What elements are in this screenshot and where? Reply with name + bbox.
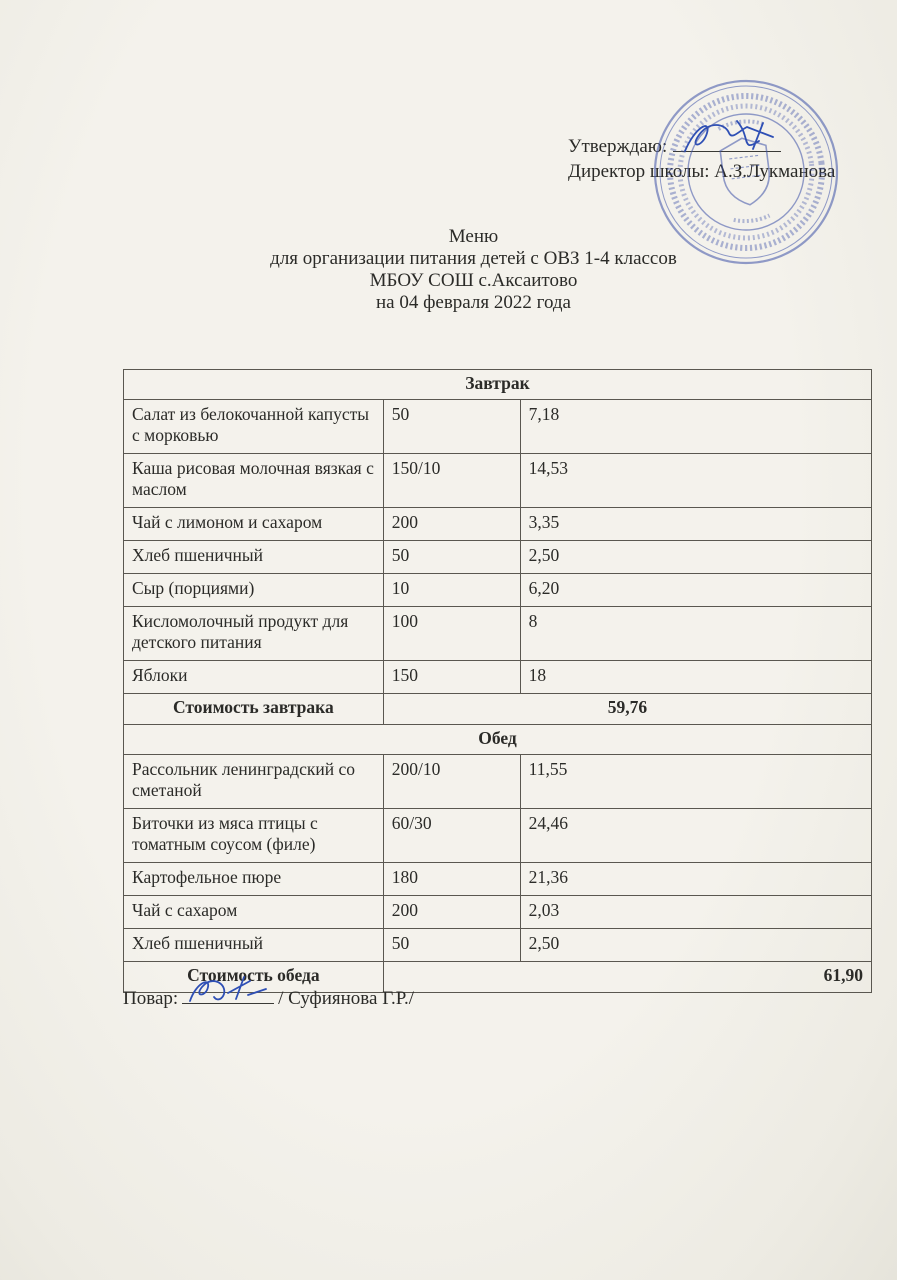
portion-cell: 180 — [383, 863, 520, 896]
price-cell: 7,18 — [520, 400, 871, 454]
portion-cell: 50 — [383, 929, 520, 962]
lunch-total-value: 61,90 — [383, 962, 871, 993]
table-row — [124, 508, 872, 541]
price-cell: 21,36 — [520, 863, 871, 896]
director-signature — [673, 137, 781, 152]
dish-cell: Яблоки — [124, 661, 384, 694]
breakfast-total-value: 59,76 — [383, 694, 871, 725]
portion-cell: 60/30 — [383, 809, 520, 863]
dish-cell: Кисломолочный продукт для детского питания — [124, 607, 384, 661]
cook-label: Повар: — [123, 988, 179, 1009]
table-row — [124, 607, 872, 661]
table-row — [124, 755, 872, 809]
portion-cell: 50 — [383, 400, 520, 454]
title-line-3: МБОУ СОШ с.Аксаитово — [369, 270, 578, 291]
portion-cell: 150/10 — [383, 454, 520, 508]
dish-cell: Рассольник ленинградский со сметаной — [124, 755, 384, 809]
price-cell: 6,20 — [520, 574, 871, 607]
price-cell: 18 — [520, 661, 871, 694]
title-line-2: для организации питания детей с ОВЗ 1-4 классов — [270, 248, 677, 269]
price-cell: 11,55 — [520, 755, 871, 809]
cook-signature-ink — [184, 971, 276, 1011]
portion-cell: 200/10 — [383, 755, 520, 809]
dish-cell: Салат из белокочанной капусты с морковью — [124, 400, 384, 454]
price-cell: 14,53 — [520, 454, 871, 508]
table-row — [124, 809, 872, 863]
director-signature-ink — [675, 115, 783, 159]
table-row — [124, 454, 872, 508]
price-cell: 3,35 — [520, 508, 871, 541]
section-header-lunch — [124, 725, 872, 755]
dish-cell: Каша рисовая молочная вязкая с маслом — [124, 454, 384, 508]
portion-cell: 50 — [383, 541, 520, 574]
price-cell: 2,03 — [520, 896, 871, 929]
dish-cell: Чай с лимоном и сахаром — [124, 508, 384, 541]
breakfast-total-row — [124, 694, 872, 725]
approve-line — [568, 134, 835, 159]
table-row — [124, 400, 872, 454]
dish-cell: Сыр (порциями) — [124, 574, 384, 607]
breakfast-total-label: Стоимость завтрака — [124, 694, 384, 725]
breakfast-header-cell: Завтрак — [124, 370, 872, 400]
table-row — [124, 929, 872, 962]
cook-signature — [182, 989, 274, 1004]
title-line-1: Меню — [448, 226, 499, 247]
title-line-4: на 04 февраля 2022 года — [375, 292, 571, 313]
table-row — [124, 863, 872, 896]
table-row — [124, 896, 872, 929]
dish-cell: Биточки из мяса птицы с томатным соусом (филе) — [124, 809, 384, 863]
portion-cell: 150 — [383, 661, 520, 694]
dish-cell: Чай с сахаром — [124, 896, 384, 929]
cook-name: / Суфиянова Г.Р./ — [278, 988, 415, 1009]
portion-cell: 200 — [383, 508, 520, 541]
lunch-header-cell: Обед — [124, 725, 872, 755]
table-row — [124, 661, 872, 694]
portion-cell: 10 — [383, 574, 520, 607]
director-label: Директор школы: А.З.Лукманова — [568, 161, 836, 182]
menu-table — [123, 369, 872, 993]
price-cell: 24,46 — [520, 809, 871, 863]
dish-cell: Хлеб пшеничный — [124, 541, 384, 574]
table-row — [124, 541, 872, 574]
section-header-breakfast — [124, 370, 872, 400]
price-cell: 2,50 — [520, 541, 871, 574]
price-cell: 2,50 — [520, 929, 871, 962]
approval-block — [568, 134, 835, 184]
lunch-total-label: Стоимость обеда — [124, 962, 384, 993]
table-row — [124, 574, 872, 607]
cook-signature-block — [123, 986, 414, 1011]
price-cell: 8 — [520, 607, 871, 661]
approve-label: Утверждаю: — [568, 136, 668, 157]
portion-cell: 100 — [383, 607, 520, 661]
dish-cell: Картофельное пюре — [124, 863, 384, 896]
portion-cell: 200 — [383, 896, 520, 929]
document-title — [25, 226, 897, 314]
dish-cell: Хлеб пшеничный — [124, 929, 384, 962]
